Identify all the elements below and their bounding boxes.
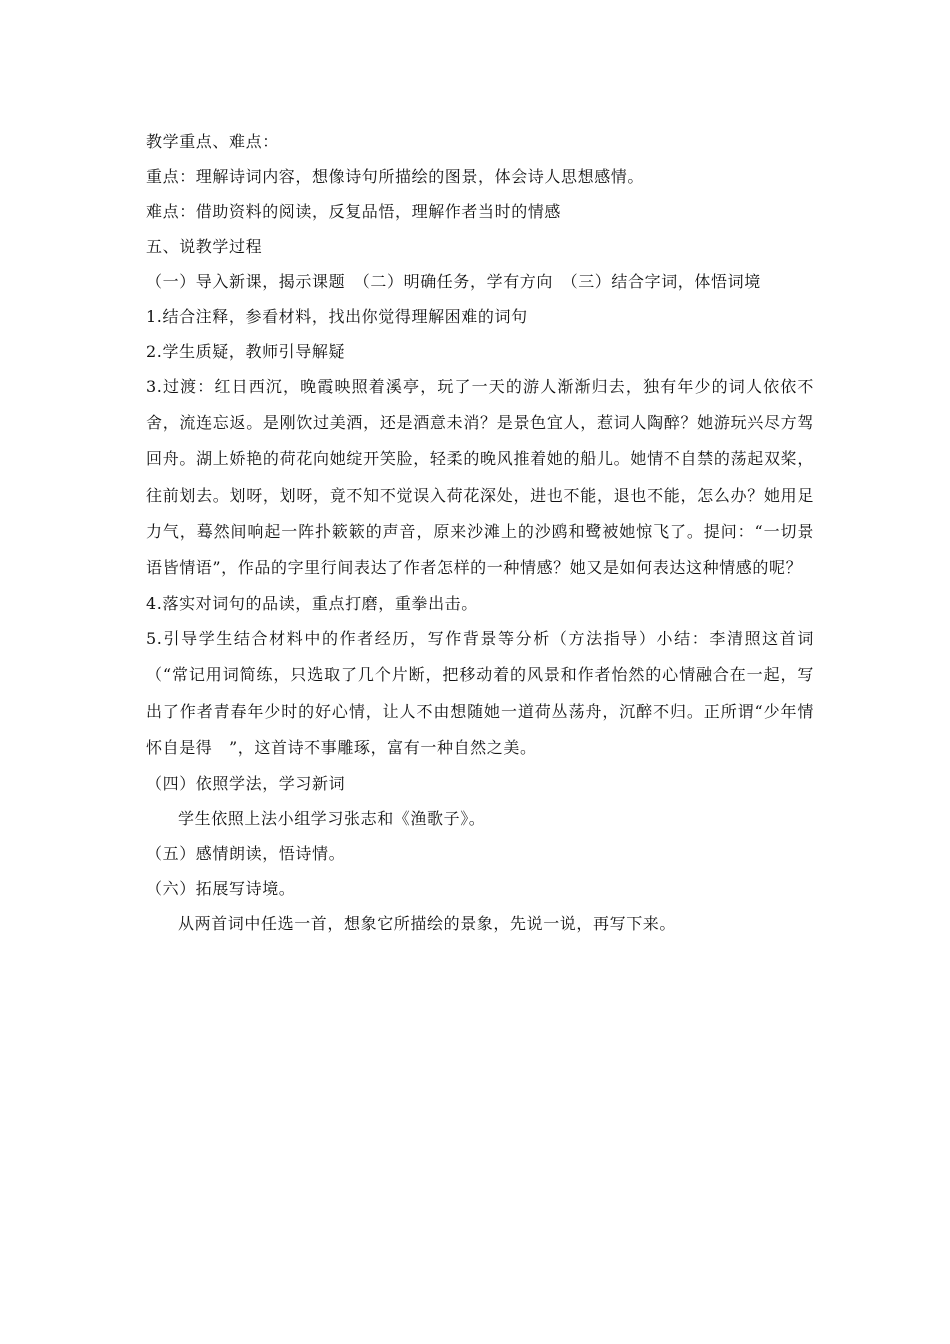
process-item-1: 1.结合注释，参看材料，找出你觉得理解困难的词句 xyxy=(146,307,528,326)
difficult-point-text: 难点：借助资料的阅读，反复品悟，理解作者当时的情感 xyxy=(146,202,562,221)
key-points-heading: 教学重点、难点： xyxy=(146,132,279,151)
process-item-2: 2.学生质疑，教师引导解疑 xyxy=(146,342,346,361)
steps-one-to-three: （一）导入新课，揭示课题 （二）明确任务，学有方向 （三）结合字词，体悟词境 xyxy=(146,272,761,291)
step-five-heading: （五）感情朗读，悟诗情。 xyxy=(146,844,346,864)
document-body xyxy=(146,124,814,941)
key-point-text: 重点：理解诗词内容，想像诗句所描绘的图景，体会诗人思想感情。 xyxy=(146,167,645,186)
step-six-heading: （六）拓展写诗境。 xyxy=(146,879,296,899)
step-four-heading: （四）依照学法，学习新词 xyxy=(146,774,346,794)
process-item-5: 5.引导学生结合材料中的作者经历，写作背景等分析（方法指导）小结：李清照这首词（“常记用词简练，只选取了几个片断，把移动着的风景和作者怡然的心情融合在一起，写出了作者青春年少时的好心情，让人不由想随她一道荷丛荡舟，沉醉不归。正所谓“少年情怀自是得 ”，这首诗不事雕琢，富有一种自然之美。 xyxy=(146,629,814,757)
process-item-4: 4.落实对词句的品读，重点打磨，重拳出击。 xyxy=(146,594,478,614)
step-four-detail: 学生依照上法小组学习张志和《渔歌子》。 xyxy=(178,809,486,829)
step-six-detail: 从两首词中任选一首，想象它所描绘的景象，先说一说，再写下来。 xyxy=(178,914,677,934)
process-item-3: 3.过渡：红日西沉，晚霞映照着溪亭，玩了一天的游人渐渐归去，独有年少的词人依依不舍，流连忘返。是刚饮过美酒，还是酒意未消？是景色宜人，惹词人陶醉？她游玩兴尽方驾回舟。湖上娇艳的荷花向她绽开笑脸，轻柔的晚风推着她的船儿。她情不自禁的荡起双桨，往前划去。划呀，划呀，竟不知不觉误入荷花深处，进也不能，退也不能，怎么办？她用足力气，蓦然间响起一阵扑簌簌的声音，原来沙滩上的沙鸥和鹭被她惊飞了。提问：“一切景语皆情语”，作品的字里行间表达了作者怎样的一种情感？她又是如何表达这种情感的呢？ xyxy=(146,377,814,578)
section-five-heading: 五、说教学过程 xyxy=(146,237,263,256)
